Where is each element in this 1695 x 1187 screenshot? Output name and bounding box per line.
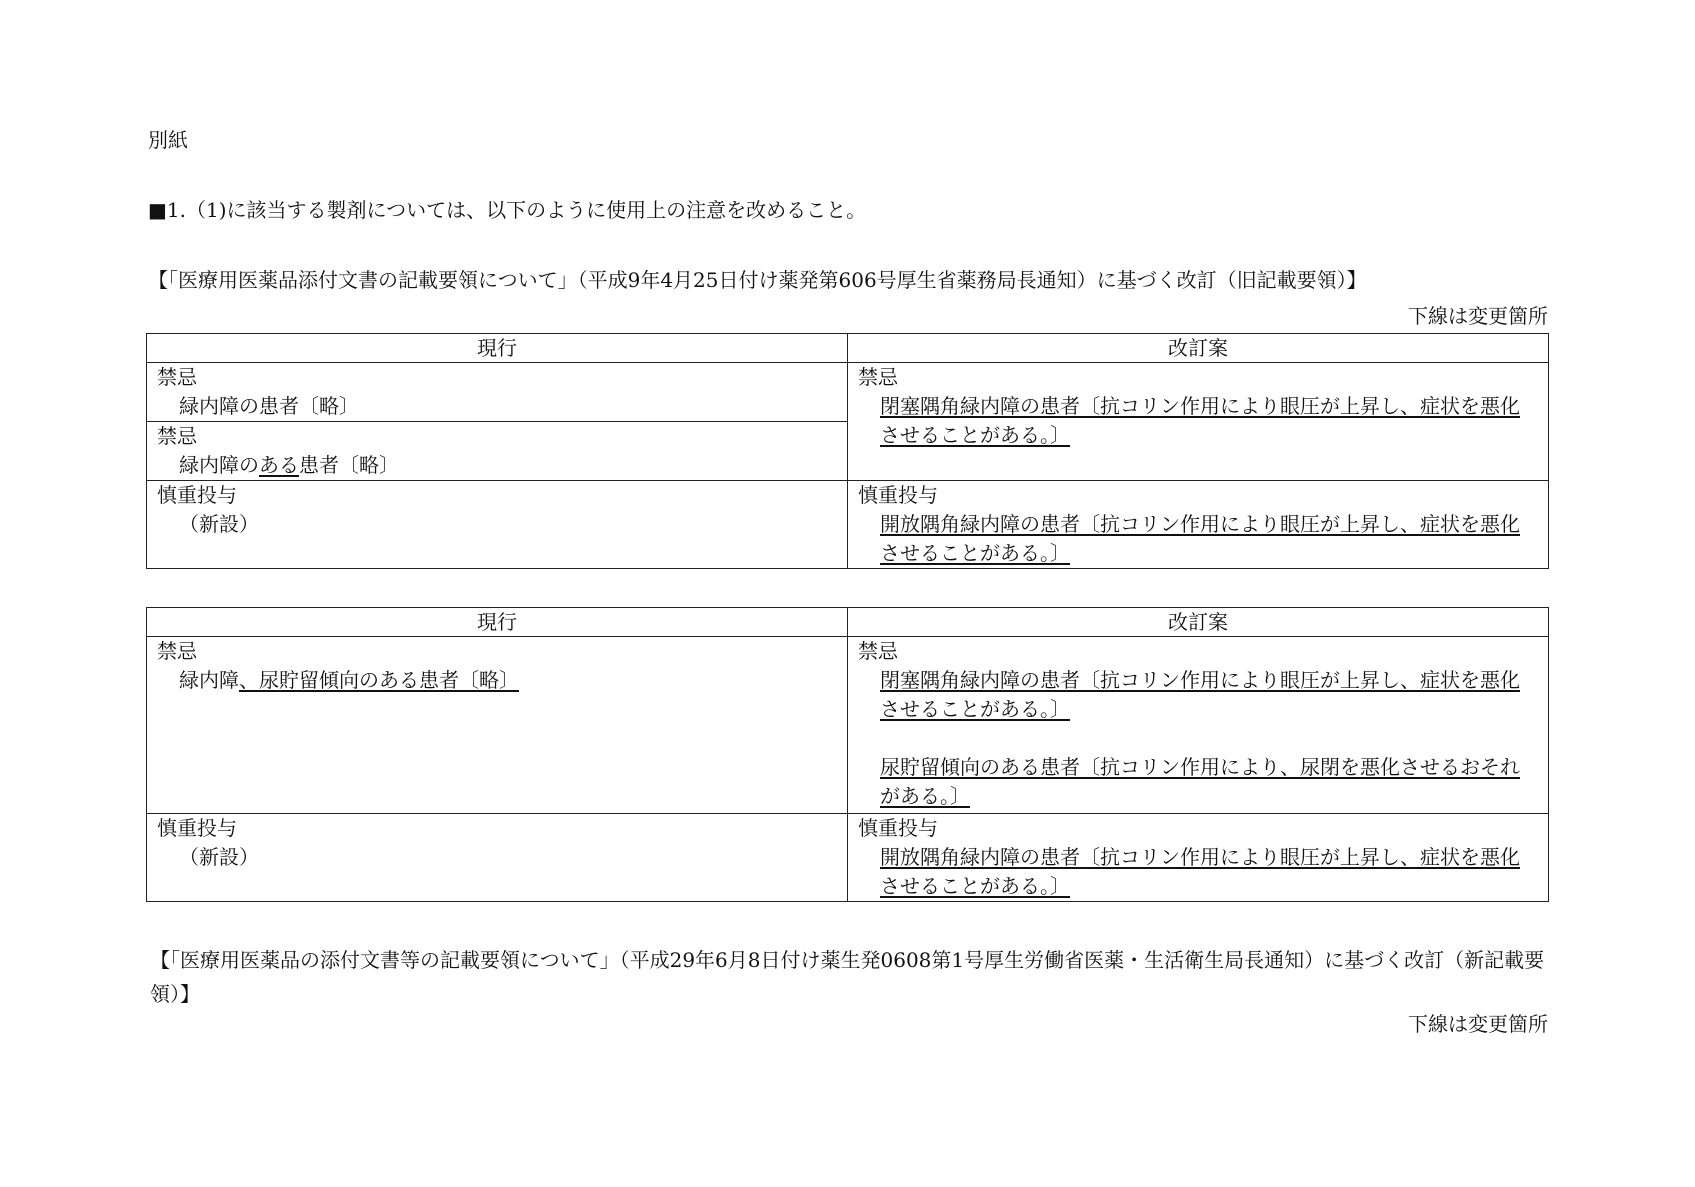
entry-text bbox=[157, 451, 837, 480]
current-contraindication-a bbox=[147, 363, 848, 422]
changed-text: 開放隅角緑内障の患者〔抗コリン作用により眼圧が上昇し、症状を悪化させることがある。〕 bbox=[880, 512, 1520, 565]
table-row bbox=[147, 637, 1549, 814]
table-header-row bbox=[147, 608, 1549, 637]
changed-text: 、尿貯留傾向のある患者〔略〕 bbox=[239, 668, 519, 692]
text-segment: 緑内障の bbox=[179, 453, 259, 477]
current-careful-admin bbox=[147, 814, 848, 902]
entry-text bbox=[157, 666, 837, 695]
entry-text bbox=[858, 510, 1538, 568]
revised-careful-admin bbox=[848, 814, 1549, 902]
current-careful-admin bbox=[147, 481, 848, 569]
revised-careful-admin bbox=[848, 481, 1549, 569]
entry-text: （新設） bbox=[179, 512, 259, 536]
changed-text: 閉塞隅角緑内障の患者〔抗コリン作用により眼圧が上昇し、症状を悪化させることがある。〕 bbox=[880, 394, 1520, 447]
col-current-header: 現行 bbox=[147, 608, 848, 637]
underline-legend: 下線は変更箇所 bbox=[1408, 304, 1548, 328]
text-segment: 患者〔略〕 bbox=[299, 453, 399, 477]
section-label: 禁忌 bbox=[858, 365, 898, 389]
changed-text: 尿貯留傾向のある患者〔抗コリン作用により、尿閉を悪化させるおそれがある。〕 bbox=[880, 755, 1520, 808]
table-row bbox=[147, 363, 1549, 422]
changed-text: 閉塞隅角緑内障の患者〔抗コリン作用により眼圧が上昇し、症状を悪化させることがある。〕 bbox=[880, 668, 1520, 721]
col-current-header: 現行 bbox=[147, 334, 848, 363]
current-contraindication-b bbox=[147, 422, 848, 481]
entry-text bbox=[858, 753, 1538, 811]
table-row bbox=[147, 481, 1549, 569]
entry-text bbox=[858, 392, 1538, 450]
section-label: 禁忌 bbox=[157, 639, 197, 663]
current-contraindication bbox=[147, 637, 848, 814]
section-label: 禁忌 bbox=[858, 639, 898, 663]
section-heading: ■1.（1)に該当する製剤については、以下のように使用上の注意を改めること。 bbox=[148, 198, 867, 222]
col-revised-header: 改訂案 bbox=[848, 334, 1549, 363]
entry-text: 緑内障の患者〔略〕 bbox=[179, 394, 359, 418]
underline-legend: 下線は変更箇所 bbox=[1408, 1012, 1548, 1036]
section-label: 禁忌 bbox=[157, 424, 197, 448]
new-guideline-note: 【「医療用医薬品の添付文書等の記載要領について」（平成29年6月8日付け薬生発0608第1号厚生労働省医薬・生活衛生局長通知）に基づく改訂（新記載要領）】 bbox=[150, 948, 1545, 1006]
revised-contraindication bbox=[848, 637, 1549, 814]
table-row bbox=[147, 814, 1549, 902]
revision-table-2 bbox=[146, 607, 1549, 902]
section-label: 慎重投与 bbox=[858, 483, 938, 507]
table-header-row bbox=[147, 334, 1549, 363]
changed-text: 開放隅角緑内障の患者〔抗コリン作用により眼圧が上昇し、症状を悪化させることがある。〕 bbox=[880, 845, 1520, 898]
col-revised-header: 改訂案 bbox=[848, 608, 1549, 637]
revised-contraindication bbox=[848, 363, 1549, 481]
entry-text bbox=[858, 843, 1538, 901]
spacer bbox=[858, 724, 1538, 753]
old-guideline-note: 【「医療用医薬品添付文書の記載要領について」（平成9年4月25日付け薬発第606号厚生省薬務局長通知）に基づく改訂（旧記載要領）】 bbox=[148, 268, 1367, 292]
section-label: 禁忌 bbox=[157, 365, 197, 389]
entry-text: （新設） bbox=[179, 845, 259, 869]
entry-text bbox=[858, 666, 1538, 724]
text-segment: 緑内障 bbox=[179, 668, 239, 692]
section-label: 慎重投与 bbox=[157, 816, 237, 840]
revision-table-1 bbox=[146, 333, 1549, 569]
section-label: 慎重投与 bbox=[157, 483, 237, 507]
attachment-label: 別紙 bbox=[148, 128, 188, 152]
changed-text: ある bbox=[259, 453, 299, 477]
section-label: 慎重投与 bbox=[858, 816, 938, 840]
